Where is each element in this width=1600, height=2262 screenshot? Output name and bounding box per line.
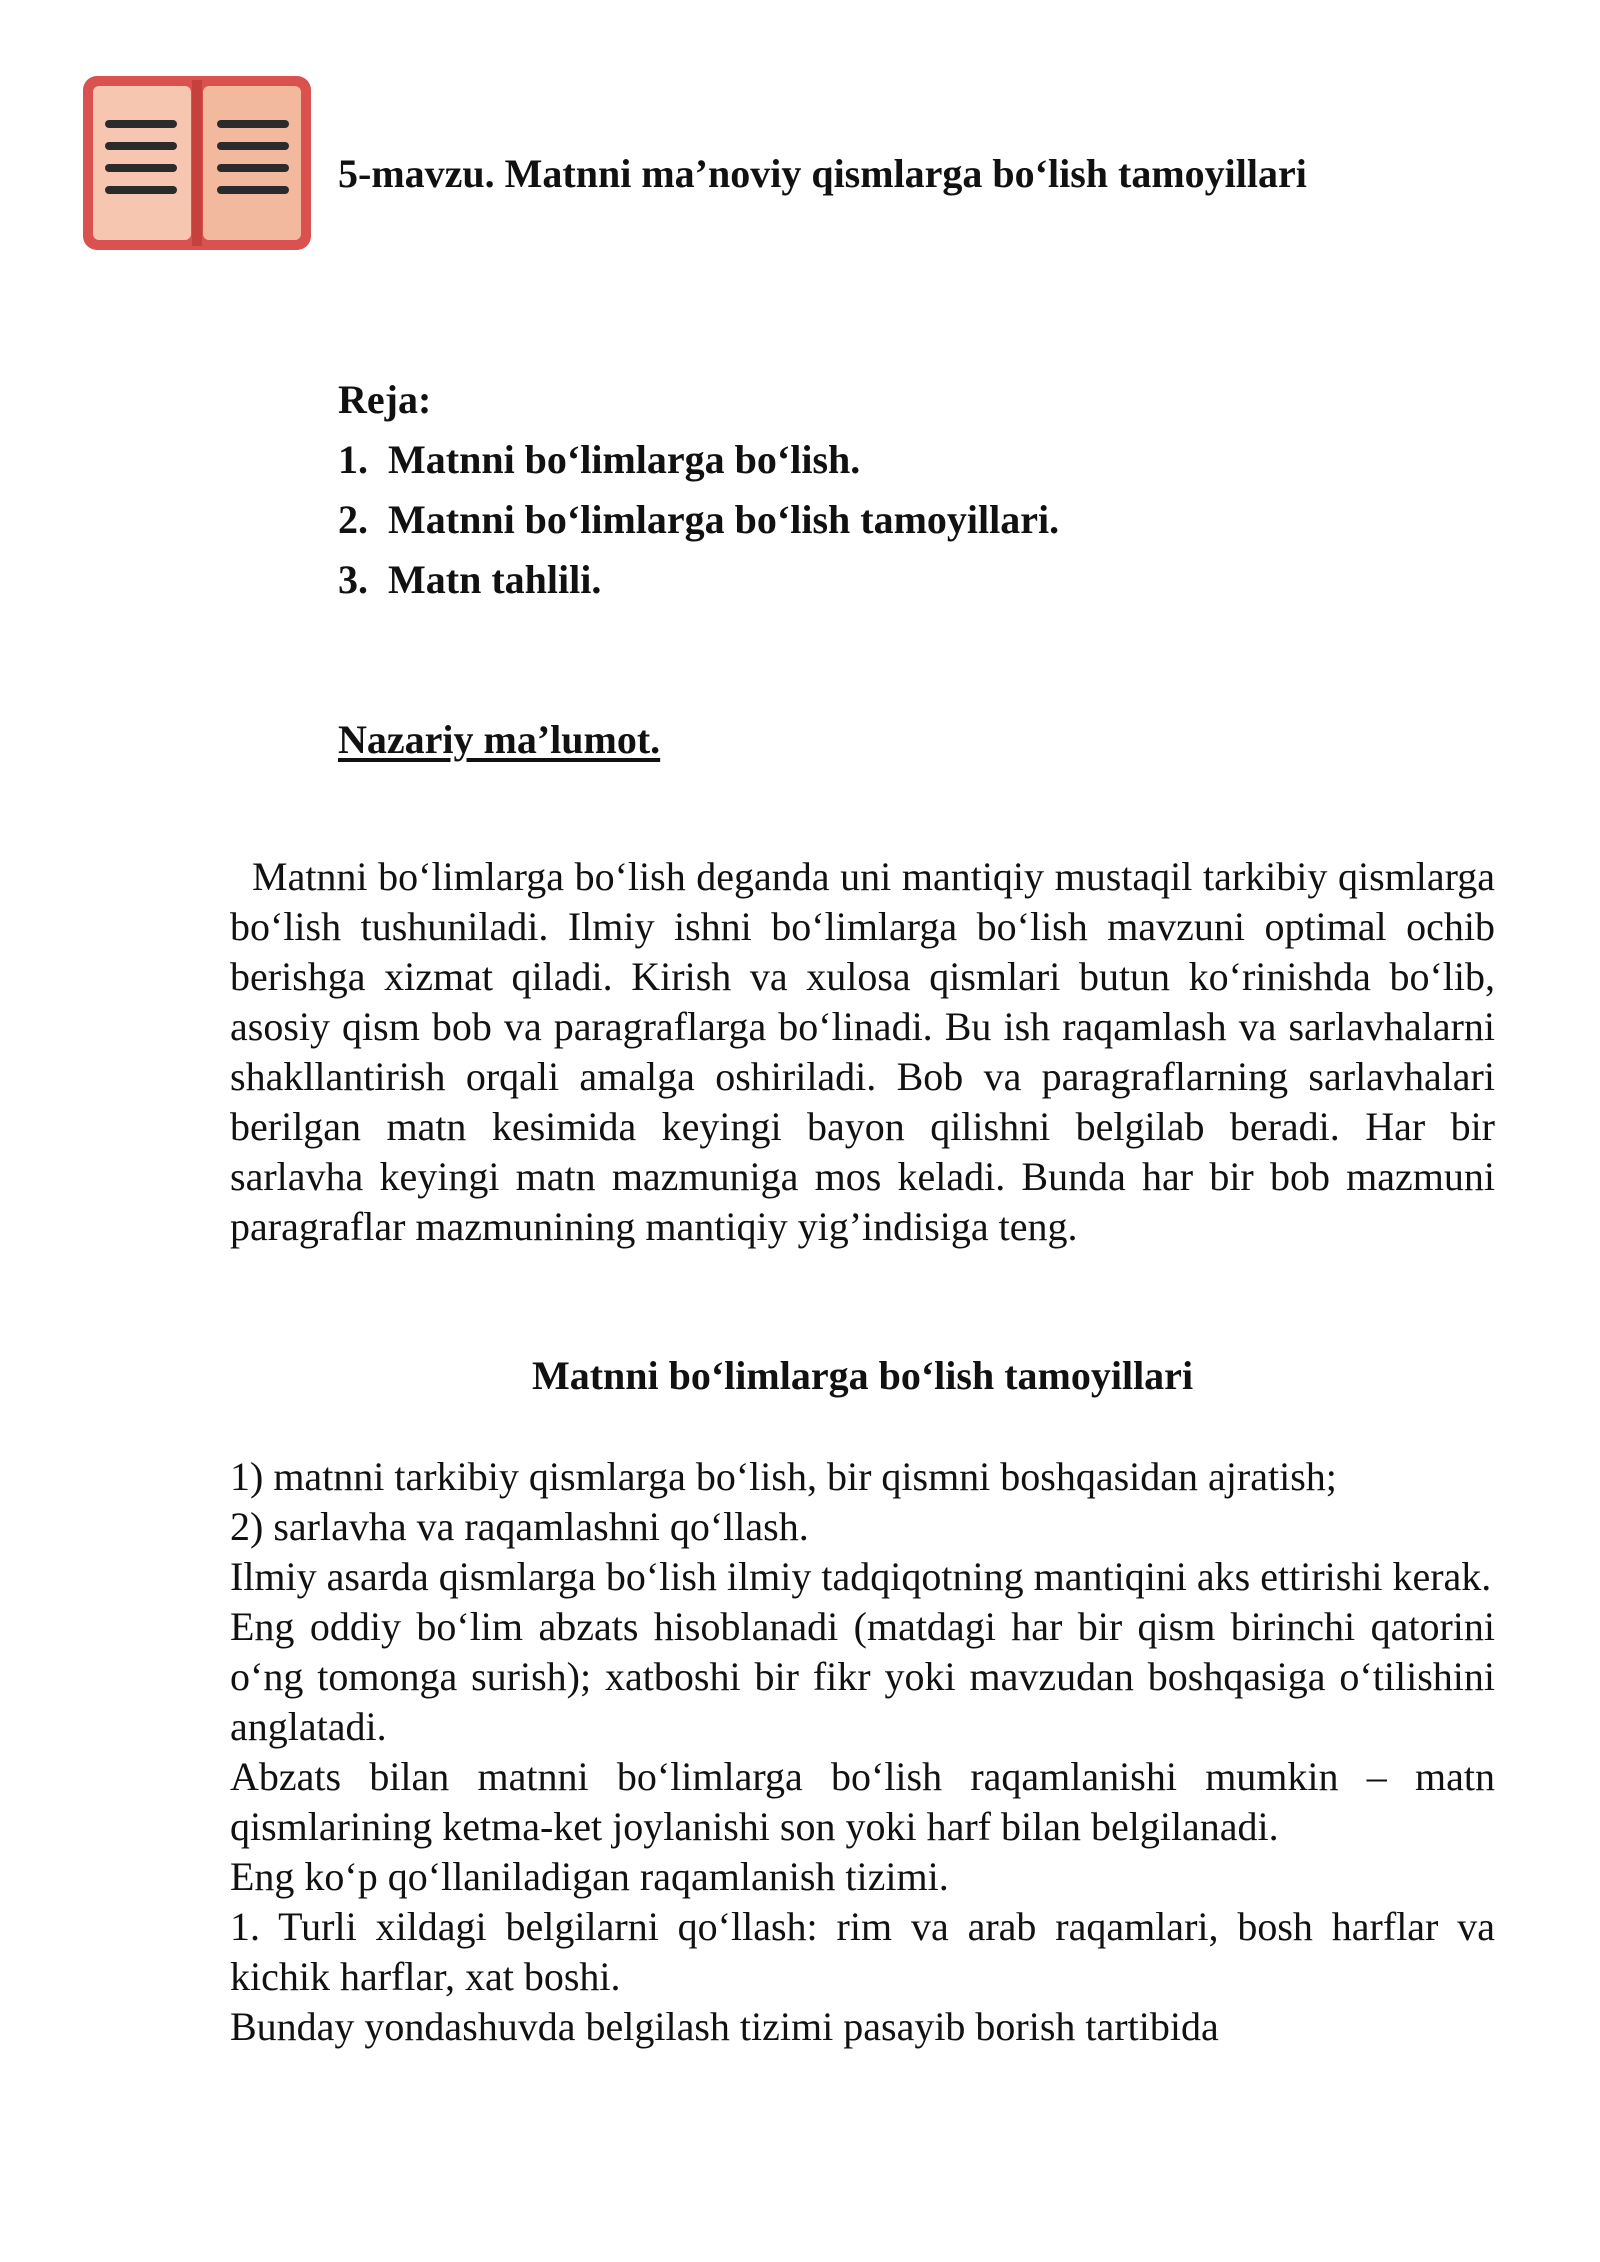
theory-heading: Nazariy ma’lumot. [338, 717, 661, 762]
plan-item [338, 550, 1059, 610]
plan-item [338, 490, 1059, 550]
plan-item-text: Matnni bo‘limlarga bo‘lish tamoyillari. [388, 497, 1060, 542]
body-line: 1) matnni tarkibiy qismlarga bo‘lish, bir qismni boshqasidan ajratish; [230, 1454, 1337, 1499]
body-line: Ilmiy asarda qismlarga bo‘lish ilmiy tadqiqotning mantiqini aks ettirishi kerak. [230, 1554, 1492, 1599]
body-line: 1. Turli xildagi belgilarni qo‘llash: rim va arab raqamlari, bosh harflar va kichik harflar, xat boshi. [230, 1904, 1495, 1999]
plan-item-number: 1. [338, 437, 368, 482]
open-book-icon [83, 76, 311, 250]
body-line: Abzats bilan matnni bo‘limlarga bo‘lish raqamlanishi mumkin – matn qismlarining ketma-ket joylanishi son yoki harf bilan belgilanadi. [230, 1754, 1495, 1849]
body-line: Bunday yondashuvda belgilash tizimi pasayib borish tartibida [230, 2004, 1219, 2049]
plan-item-text: Matn tahlili. [388, 557, 602, 602]
body-line: 2) sarlavha va raqamlashni qo‘llash. [230, 1504, 809, 1549]
body-line: Eng oddiy bo‘lim abzats hisoblanadi (matdagi har bir qism birinchi qatorini o‘ng tomonga surish); xatboshi bir fikr yoki mavzudan boshqasiga o‘tilishini anglatadi. [230, 1604, 1495, 1749]
plan-item [338, 430, 1059, 490]
intro-paragraph: Matnni bo‘limlarga bo‘lish deganda uni mantiqiy mustaqil tarkibiy qismlarga bo‘lish tushuniladi. Ilmiy ishni bo‘limlarga bo‘lish mavzuni optimal ochib berishga xizmat qiladi. Kirish va xulosa qismlari butun ko‘rinishda bo‘lib, asosiy qism bob va paragraflarga bo‘linadi. Bu ish raqamlash va sarlavhalarni shakllantirish orqali amalga oshiriladi. Bob va paragraflarning sarlavhalari berilgan matn kesimida keyingi bayon qilishni belgilab beradi. Har bir sarlavha keyingi matn mazmuniga mos keladi. Bunda har bir bob mazmuni paragraflar mazmunining mantiqiy yig’indisiga teng. [230, 854, 1495, 1249]
plan-section [338, 370, 1059, 610]
plan-heading: Reja: [338, 377, 432, 422]
topic-title: 5-mavzu. Matnni ma’noviy qismlarga bo‘lish tamoyillari [338, 151, 1307, 196]
principles-body [230, 1452, 1495, 2052]
body-line: Eng ko‘p qo‘llaniladigan raqamlanish tizimi. [230, 1854, 949, 1899]
section-heading: Matnni bo‘limlarga bo‘lish tamoyillari [531, 1353, 1194, 1398]
plan-item-text: Matnni bo‘limlarga bo‘lish. [388, 437, 861, 482]
plan-item-number: 2. [338, 497, 368, 542]
plan-list [338, 430, 1059, 610]
plan-item-number: 3. [338, 557, 368, 602]
